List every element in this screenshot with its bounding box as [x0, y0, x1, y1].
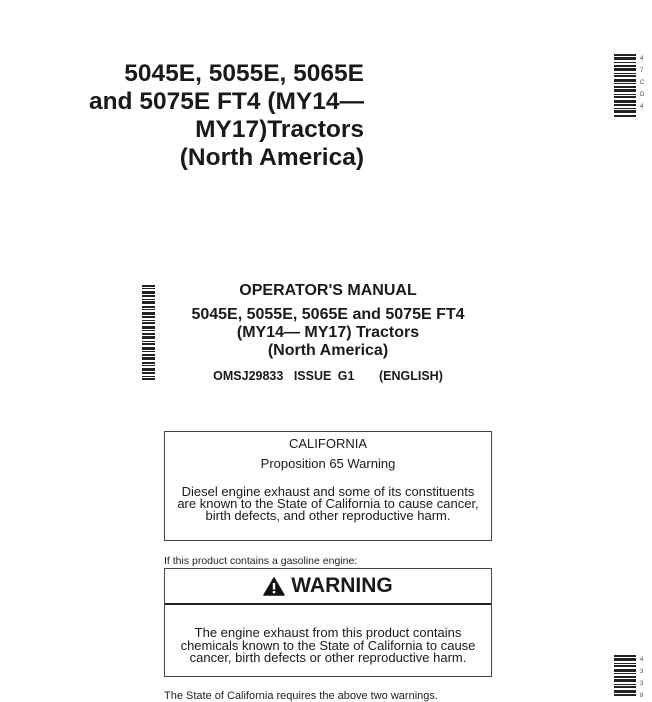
- barcode-digit: 3: [640, 681, 644, 687]
- prop65-subtitle: Proposition 65 Warning: [260, 456, 396, 471]
- warning-body-line: chemicals known to the State of California to cause: [180, 637, 476, 653]
- prop65-body-line: birth defects, and other reproductive harm.: [205, 508, 451, 523]
- prop65-body: [165, 486, 491, 522]
- barcode-digit: 4: [640, 56, 644, 62]
- prop65-warning-box: [164, 431, 492, 541]
- prop65-title: CALIFORNIA: [288, 436, 367, 451]
- warning-triangle-icon: [263, 577, 285, 596]
- warning-body-line: cancer, birth defects or other reproductive harm.: [189, 650, 467, 665]
- barcode-digit: C: [640, 80, 645, 86]
- prop65-body-line: Diesel engine exhaust and some of its constituents: [181, 484, 475, 499]
- bottom-right-barcode: [614, 655, 644, 699]
- manual-subtitle: [160, 306, 496, 360]
- top-right-barcode: [614, 54, 645, 117]
- cover-title-line: and 5075E FT4 (MY14—: [88, 88, 364, 115]
- barcode-digit: 7: [640, 68, 644, 74]
- cover-title: [34, 60, 364, 172]
- barcode-digit: 4: [640, 657, 644, 663]
- gasoline-warning-box: [164, 568, 492, 677]
- cover-title-line: MY17)Tractors: [195, 116, 364, 143]
- issue-label: ISSUE G1: [293, 369, 355, 383]
- warning-label: WARNING: [291, 574, 393, 597]
- gasoline-note: If this product contains a gasoline engine:: [164, 555, 358, 567]
- barcode-digit: D: [640, 92, 645, 98]
- manual-heading: OPERATOR'S MANUAL: [239, 282, 417, 299]
- warning-body-line: The engine exhaust from this product contains: [194, 625, 462, 640]
- doc-number: OMSJ29833: [213, 369, 284, 383]
- barcode-digit: 8: [640, 693, 644, 699]
- warning-body: [165, 627, 491, 665]
- subtitle-line: (North America): [267, 342, 389, 359]
- cover-title-line: (North America): [179, 144, 364, 171]
- warning-header: [165, 569, 491, 605]
- subtitle-line: (MY14— MY17) Tractors: [236, 324, 420, 341]
- footer-text: The State of California requires the above two warnings.: [164, 690, 438, 702]
- issue-line: [160, 369, 496, 383]
- prop65-body-line: are known to the State of California to cause cancer,: [177, 496, 479, 511]
- left-barcode: [142, 285, 155, 380]
- language-label: (ENGLISH): [378, 369, 443, 383]
- cover-title-line: 5045E, 5055E, 5065E: [124, 60, 364, 87]
- subtitle-line: 5045E, 5055E, 5065E and 5075E FT4: [191, 306, 465, 323]
- barcode-digit: 3: [640, 669, 644, 675]
- barcode-digit: 4: [640, 104, 644, 110]
